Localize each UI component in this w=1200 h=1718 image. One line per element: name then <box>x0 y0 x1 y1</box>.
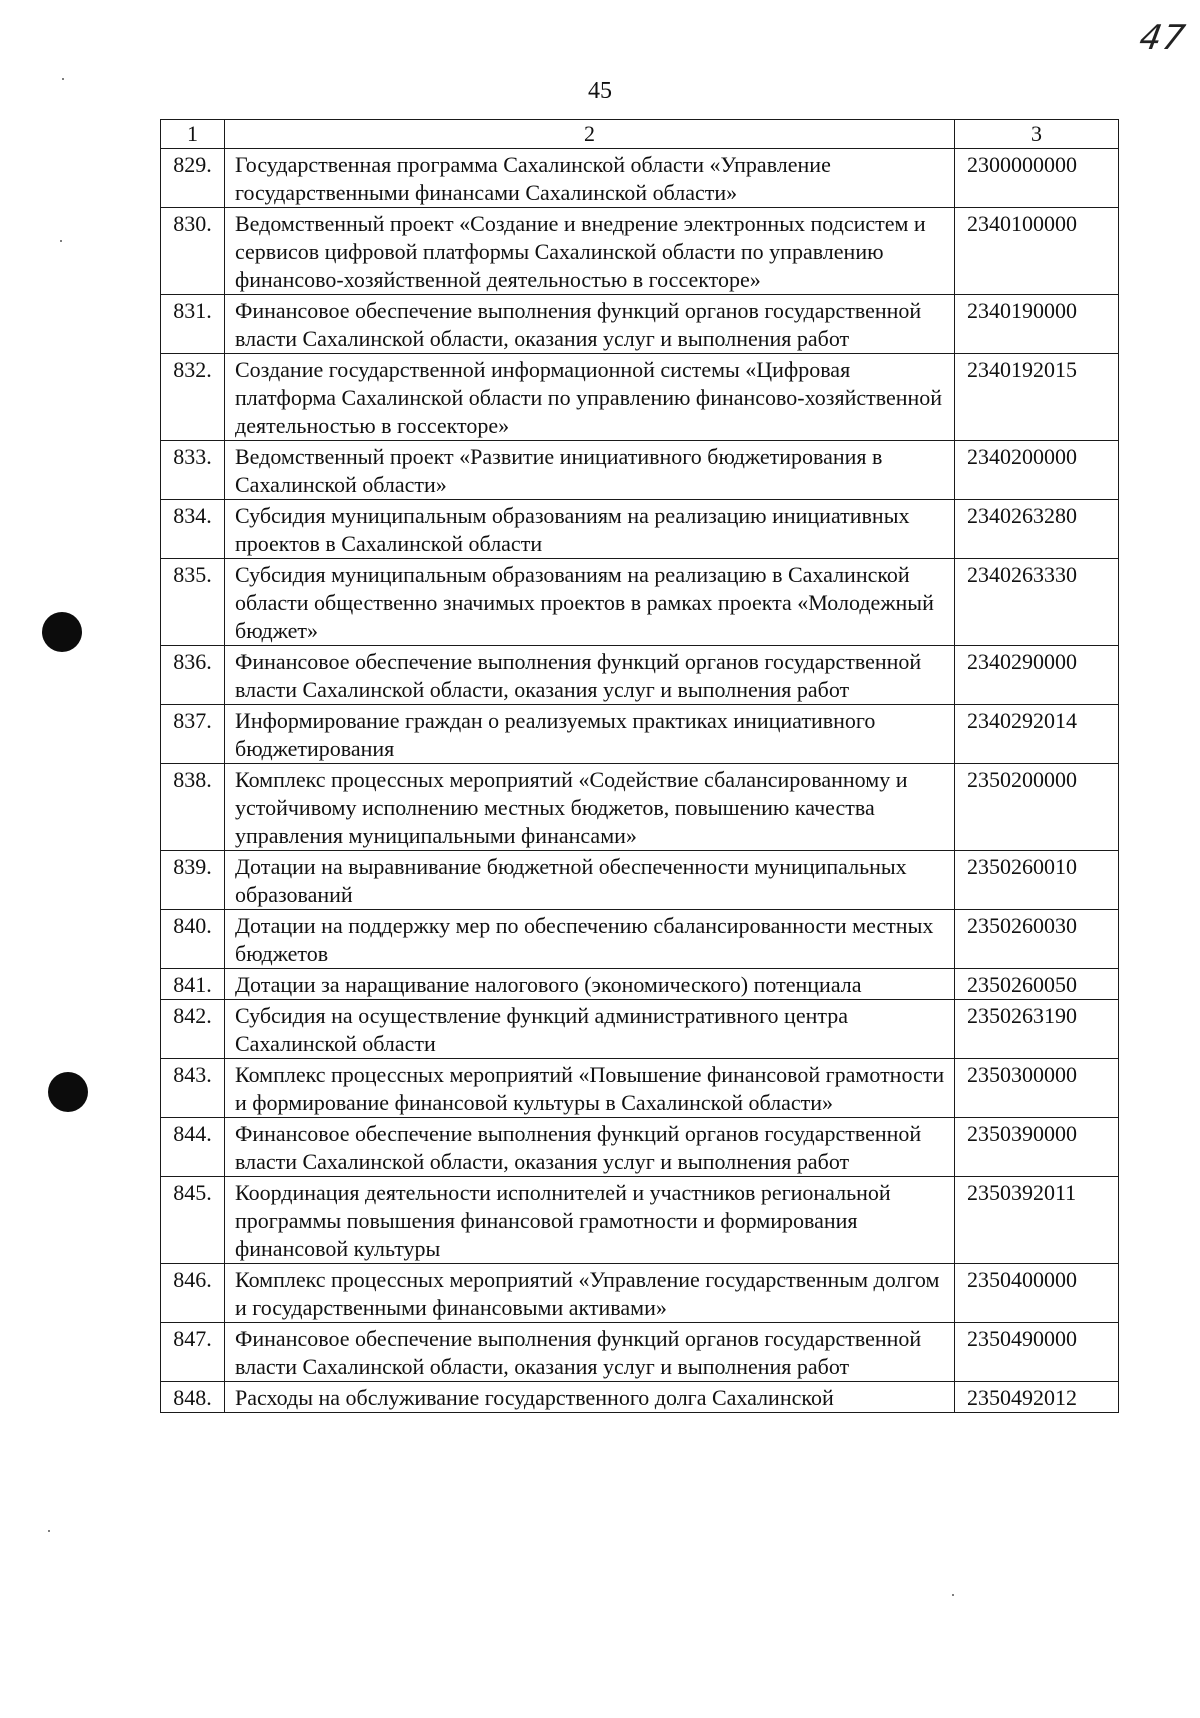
row-code: 2340290000 <box>955 646 1119 705</box>
table-row <box>161 969 1119 1000</box>
row-name: Расходы на обслуживание государственного долга Сахалинской <box>225 1382 955 1413</box>
table-row <box>161 1118 1119 1177</box>
table-row <box>161 646 1119 705</box>
row-number: 844. <box>161 1118 225 1177</box>
row-number: 847. <box>161 1323 225 1382</box>
column-header-number: 1 <box>161 120 225 149</box>
row-name: Финансовое обеспечение выполнения функций органов государственной власти Сахалинской области, оказания услуг и выполнения работ <box>225 295 955 354</box>
row-number: 830. <box>161 208 225 295</box>
scan-speck <box>60 240 62 242</box>
row-number: 832. <box>161 354 225 441</box>
row-name: Финансовое обеспечение выполнения функций органов государственной власти Сахалинской области, оказания услуг и выполнения работ <box>225 1118 955 1177</box>
scan-speck <box>62 78 64 80</box>
row-number: 833. <box>161 441 225 500</box>
row-name: Субсидия муниципальным образованиям на реализацию в Сахалинской области общественно значимых проектов в рамках проекта «Молодежный бюджет» <box>225 559 955 646</box>
row-name: Финансовое обеспечение выполнения функций органов государственной власти Сахалинской области, оказания услуг и выполнения работ <box>225 1323 955 1382</box>
handwritten-page-number: 47 <box>1136 18 1189 58</box>
table-row <box>161 559 1119 646</box>
row-name: Комплекс процессных мероприятий «Содействие сбалансированному и устойчивому исполнению местных бюджетов, повышению качества управления муниципальными финансами» <box>225 764 955 851</box>
row-code: 2340263330 <box>955 559 1119 646</box>
table-row <box>161 1264 1119 1323</box>
row-number: 845. <box>161 1177 225 1264</box>
row-number: 831. <box>161 295 225 354</box>
table-row <box>161 1323 1119 1382</box>
table-row <box>161 851 1119 910</box>
row-name: Субсидия муниципальным образованиям на реализацию инициативных проектов в Сахалинской области <box>225 500 955 559</box>
table-row <box>161 705 1119 764</box>
row-number: 837. <box>161 705 225 764</box>
row-code: 2340263280 <box>955 500 1119 559</box>
row-code: 2340192015 <box>955 354 1119 441</box>
row-name: Комплекс процессных мероприятий «Повышение финансовой грамотности и формирование финансовой культуры в Сахалинской области» <box>225 1059 955 1118</box>
column-header-code: 3 <box>955 120 1119 149</box>
row-code: 2340100000 <box>955 208 1119 295</box>
row-name: Государственная программа Сахалинской области «Управление государственными финансами Сахалинской области» <box>225 149 955 208</box>
row-name: Комплекс процессных мероприятий «Управление государственным долгом и государственными финансовыми активами» <box>225 1264 955 1323</box>
row-code: 2340292014 <box>955 705 1119 764</box>
row-number: 836. <box>161 646 225 705</box>
table-row <box>161 910 1119 969</box>
row-code: 2350390000 <box>955 1118 1119 1177</box>
row-number: 848. <box>161 1382 225 1413</box>
table-row <box>161 1177 1119 1264</box>
budget-classification-table <box>160 119 1119 1413</box>
row-number: 843. <box>161 1059 225 1118</box>
row-name: Дотации на выравнивание бюджетной обеспеченности муниципальных образований <box>225 851 955 910</box>
page-number: 45 <box>588 78 612 104</box>
row-name: Ведомственный проект «Создание и внедрение электронных подсистем и сервисов цифровой платформы Сахалинской области по управлению финансово-хозяйственной деятельностью в госсекторе» <box>225 208 955 295</box>
row-number: 829. <box>161 149 225 208</box>
row-name: Информирование граждан о реализуемых практиках инициативного бюджетирования <box>225 705 955 764</box>
table-row <box>161 500 1119 559</box>
row-code: 2350400000 <box>955 1264 1119 1323</box>
row-name: Дотации на поддержку мер по обеспечению сбалансированности местных бюджетов <box>225 910 955 969</box>
table-row <box>161 1000 1119 1059</box>
row-code: 2350200000 <box>955 764 1119 851</box>
row-code: 2350392011 <box>955 1177 1119 1264</box>
row-name: Координация деятельности исполнителей и участников региональной программы повышения финансовой грамотности и формирования финансовой культуры <box>225 1177 955 1264</box>
row-number: 841. <box>161 969 225 1000</box>
row-code: 2340200000 <box>955 441 1119 500</box>
row-name: Ведомственный проект «Развитие инициативного бюджетирования в Сахалинской области» <box>225 441 955 500</box>
row-name: Создание государственной информационной системы «Цифровая платформа Сахалинской области по управлению финансово-хозяйственной деятельностью в госсекторе» <box>225 354 955 441</box>
table-row <box>161 441 1119 500</box>
table-header-row <box>161 120 1119 149</box>
table-row <box>161 295 1119 354</box>
row-code: 2350492012 <box>955 1382 1119 1413</box>
row-number: 835. <box>161 559 225 646</box>
row-code: 2350260030 <box>955 910 1119 969</box>
table-row <box>161 1059 1119 1118</box>
scan-speck <box>48 1530 50 1532</box>
binder-hole <box>48 1072 88 1112</box>
row-number: 842. <box>161 1000 225 1059</box>
column-header-name: 2 <box>225 120 955 149</box>
row-number: 834. <box>161 500 225 559</box>
table-row <box>161 208 1119 295</box>
row-name: Финансовое обеспечение выполнения функций органов государственной власти Сахалинской области, оказания услуг и выполнения работ <box>225 646 955 705</box>
scan-speck <box>952 1594 954 1596</box>
table-row <box>161 1382 1119 1413</box>
table-row <box>161 354 1119 441</box>
row-code: 2350260050 <box>955 969 1119 1000</box>
table-row <box>161 149 1119 208</box>
row-name: Дотации за наращивание налогового (экономического) потенциала <box>225 969 955 1000</box>
binder-hole <box>42 612 82 652</box>
table-row <box>161 764 1119 851</box>
row-code: 2350300000 <box>955 1059 1119 1118</box>
row-number: 846. <box>161 1264 225 1323</box>
row-code: 2350490000 <box>955 1323 1119 1382</box>
row-code: 2350260010 <box>955 851 1119 910</box>
row-number: 838. <box>161 764 225 851</box>
row-code: 2350263190 <box>955 1000 1119 1059</box>
row-number: 840. <box>161 910 225 969</box>
row-code: 2300000000 <box>955 149 1119 208</box>
row-name: Субсидия на осуществление функций административного центра Сахалинской области <box>225 1000 955 1059</box>
row-number: 839. <box>161 851 225 910</box>
row-code: 2340190000 <box>955 295 1119 354</box>
